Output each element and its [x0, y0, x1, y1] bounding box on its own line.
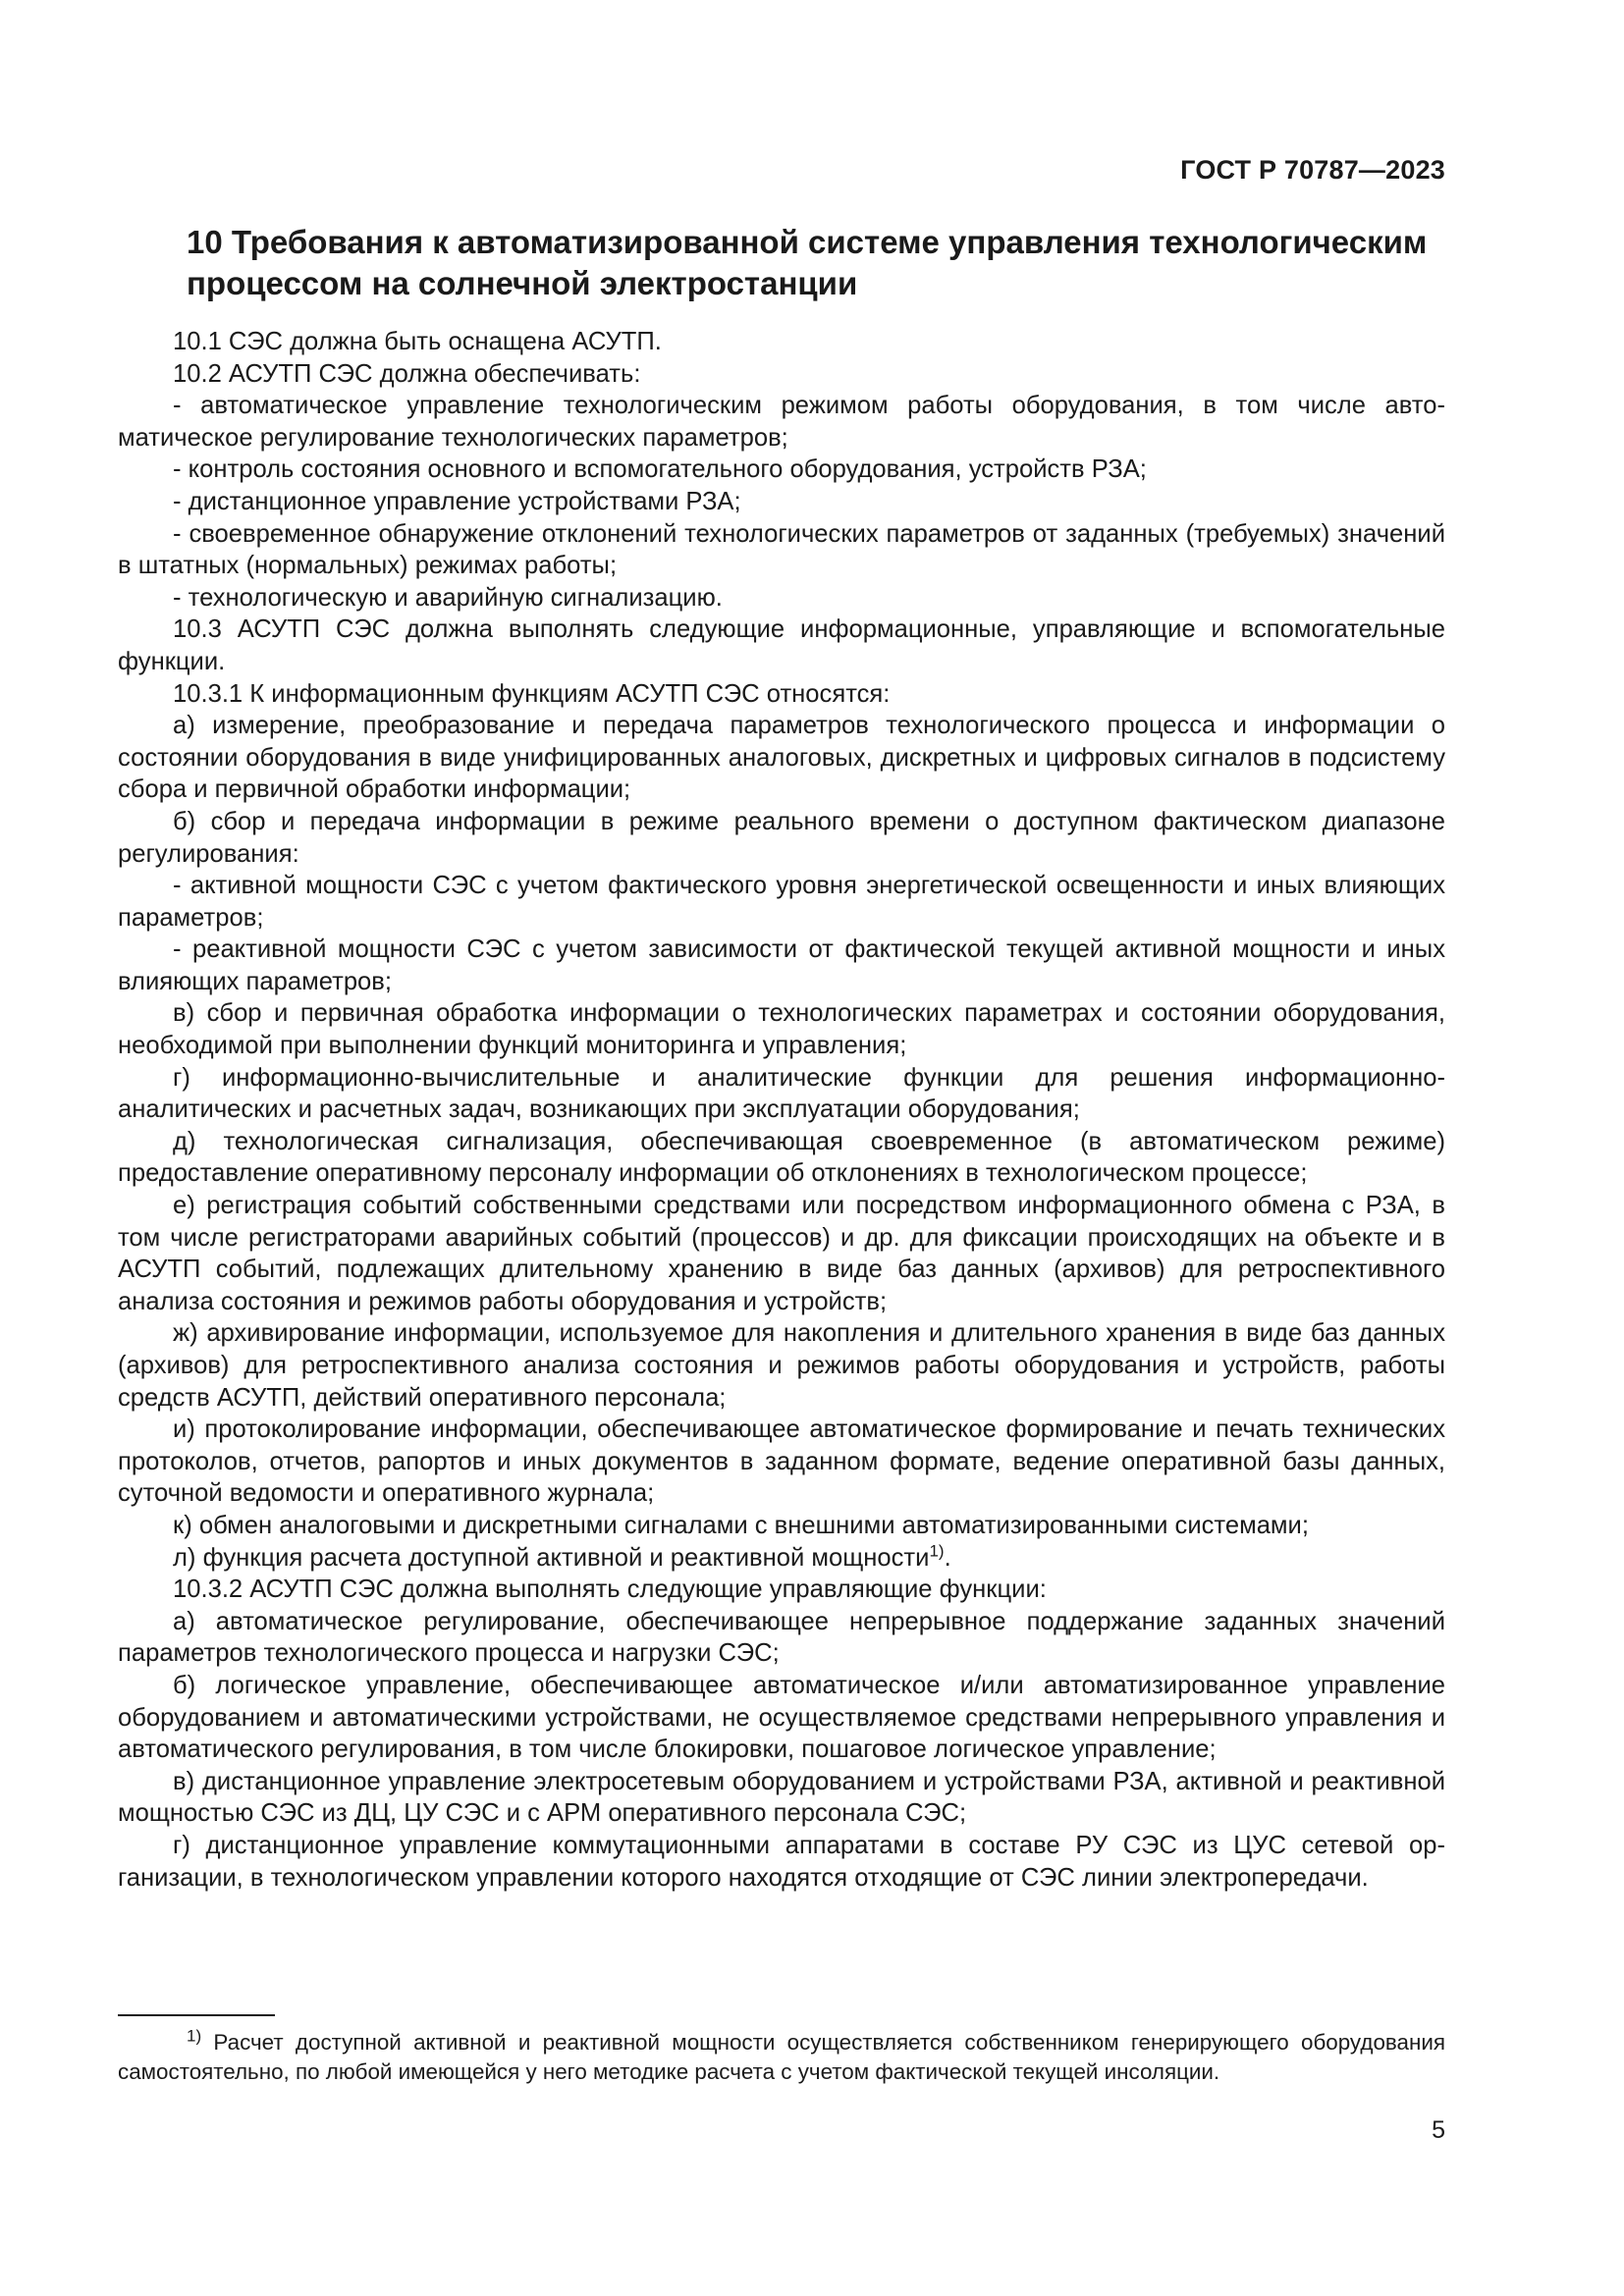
list-item: д) технологическая сигнализация, обеспечивающая своевременное (в автоматическом режиме) предоставление оперативному персоналу информации об отклонениях в технологическом процессе; — [118, 1127, 1445, 1188]
list-item: ж) архивирование информации, используемое для накопления и длительного хранения в виде баз данных (архивов) для ретроспективного анализа состояния и режимов работы оборудования и устройств, работы средств АСУТП, действий оперативного персонала; — [118, 1319, 1445, 1412]
list-item: - своевременное обнаружение отклонений технологических параметров от заданных (требуемых) значений в штатных (нормальных) режимах работы; — [118, 519, 1445, 580]
footnote-ref-trailing: . — [944, 1543, 951, 1572]
list-item: б) сбор и передача информации в режиме реального времени о доступном фактическом диапазоне регулирования: — [118, 807, 1445, 868]
paragraph: 10.2 АСУТП СЭС должна обеспечивать: — [173, 359, 641, 388]
section-body — [118, 326, 1445, 1894]
footnote-text: Расчет доступной активной и реактивной мощности осуществляется собственником генерирующего оборудования самостоятельно, по любой имеющейся у него методике расчета с учетом фактической текущей инсоляции. — [118, 2030, 1445, 2084]
list-item: г) дистанционное управление коммутационными аппаратами в составе РУ СЭС из ЦУС сетевой организации, в технологическом управлении которого находятся отходящие от СЭС линии электропередачи. — [118, 1831, 1445, 1892]
list-item-text: л) функция расчета доступной активной и реактивной мощности — [173, 1543, 930, 1572]
list-item: а) автоматическое регулирование, обеспечивающее непрерывное поддержание заданных значений параметров технологического процесса и нагрузки СЭС; — [118, 1607, 1445, 1668]
paragraph: 10.3 АСУТП СЭС должна выполнять следующие информационные, управляющие и вспомогательные функции. — [118, 615, 1445, 675]
paragraph: 10.3.1 К информационным функциям АСУТП СЭС относятся: — [173, 679, 891, 708]
list-item: в) сбор и первичная обработка информации о технологических параметрах и состоянии оборудования, необходимой при выполнении функций мониторинга и управления; — [118, 999, 1445, 1060]
paragraph: 10.3.2 АСУТП СЭС должна выполнять следующие управляющие функции: — [173, 1575, 1047, 1604]
list-item: - контроль состояния основного и вспомогательного оборудования, устройств РЗА; — [173, 455, 1147, 484]
list-item: и) протоколирование информации, обеспечивающее автоматическое формирование и печать технических протоколов, отчетов, рапортов и иных документов в заданном формате, ведение оперативной базы данных, суточной ведомости и оперативного журнала; — [118, 1415, 1445, 1508]
footnote-reference[interactable]: 1) — [929, 1541, 945, 1561]
standard-code-header: ГОСТ Р 70787—2023 — [1180, 155, 1445, 185]
list-item: б) логическое управление, обеспечивающее автоматическое и/или автоматизированное управление оборудованием и автоматическими устройствами, не осуществляемое средствами непрерывного управления и автоматического регулирования, в том числе блокировки, пошаговое логическое управление; — [118, 1671, 1445, 1764]
footnote — [118, 2028, 1445, 2087]
list-item: а) измерение, преобразование и передача параметров технологического процесса и информации о состоянии оборудования в виде унифицированных аналоговых, дискретных и цифровых сигналов в подсистему сбора и первичной обработки информации; — [118, 712, 1445, 804]
list-item: - дистанционное управление устройствами РЗА; — [173, 487, 741, 515]
page-number: 5 — [1432, 2116, 1445, 2144]
list-item: - реактивной мощности СЭС с учетом зависимости от фактической текущей активной мощности и иных влияющих параметров; — [118, 935, 1445, 995]
list-item: в) дистанционное управление электросетевым оборудованием и устройствами РЗА, активной и реактивной мощностью СЭС из ДЦ, ЦУ СЭС и с АРМ оперативного персонала СЭС; — [118, 1767, 1445, 1828]
list-item: г) информационно-вычислительные и аналитические функции для решения информационно-аналитических и расчетных задач, возникающих при эксплуатации оборудования; — [118, 1063, 1445, 1124]
list-item: е) регистрация событий собственными средствами или посредством информационного обмена с РЗА, в том числе регистраторами аварийных событий (процессов) и др. для фиксации происходящих на объекте и в АСУТП событий, подлежащих длительному хранению в виде баз данных (архивов) для ретроспективного анализа состояния и режимов работы оборудования и устройств; — [118, 1192, 1445, 1315]
paragraph: 10.1 СЭС должна быть оснащена АСУТП. — [173, 328, 662, 355]
list-item: к) обмен аналоговыми и дискретными сигналами с внешними автоматизированными системами; — [173, 1511, 1309, 1539]
footnote-marker: 1) — [187, 2026, 202, 2046]
list-item-with-footnote — [118, 1542, 1445, 1575]
section-title: 10 Требования к автоматизированной системе управления технологическим процессом на солнечной электростанции — [187, 224, 1428, 301]
footnote-divider — [118, 2014, 275, 2016]
list-item: - автоматическое управление технологическим режимом работы оборудования, в том числе автоматическое регулирование технологических параметров; — [118, 392, 1445, 452]
list-item: - технологическую и аварийную сигнализацию. — [173, 583, 723, 612]
list-item: - активной мощности СЭС с учетом фактического уровня энергетической освещенности и иных влияющих параметров; — [118, 872, 1445, 932]
